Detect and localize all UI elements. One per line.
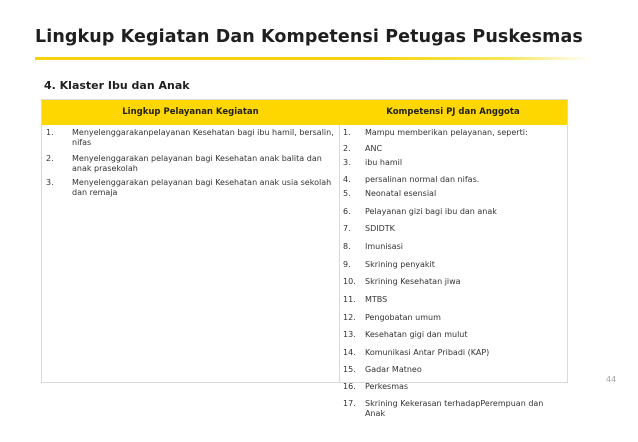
- title-underline: [35, 57, 591, 60]
- list-item-text: persalinan normal dan nifas.: [365, 175, 480, 184]
- list-item-number: 2.: [343, 144, 351, 153]
- list-item-number: 3.: [46, 178, 54, 187]
- list-item-text: ANC: [365, 144, 383, 153]
- list-item-number: 11.: [343, 295, 356, 304]
- list-item-number: 14.: [343, 348, 356, 357]
- list-item-number: 12.: [343, 313, 356, 322]
- list-item: [343, 365, 565, 375]
- list-item-number: 2.: [46, 154, 54, 163]
- list-item-text: Menyelenggarakanpelayanan Kesehatan bagi ibu hamil, bersalin, nifas: [72, 128, 334, 147]
- list-item-number: 1.: [343, 128, 351, 137]
- list-item: [343, 189, 565, 199]
- list-item-number: 4.: [343, 175, 351, 184]
- list-item-number: 5.: [343, 189, 351, 198]
- competency-table: [41, 99, 568, 418]
- list-item-number: 17.: [343, 399, 356, 408]
- list-item: [343, 399, 565, 419]
- list-item-number: 9.: [343, 260, 351, 269]
- list-item-text: Menyelenggarakan pelayanan bagi Kesehatan anak balita dan anak prasekolah: [72, 154, 322, 173]
- list-item-text: Neonatal esensial: [365, 189, 437, 198]
- list-item-number: 3.: [343, 158, 351, 167]
- list-item: [343, 224, 565, 234]
- list-item: [343, 330, 565, 340]
- list-item-text: Skrining penyakit: [365, 260, 435, 269]
- list-item: [343, 128, 565, 138]
- list-item-number: 10.: [343, 277, 356, 286]
- page-title: Lingkup Kegiatan Dan Kompetensi Petugas Puskesmas: [35, 27, 583, 47]
- list-item: [343, 295, 565, 305]
- list-item: [343, 144, 565, 154]
- list-item: [46, 154, 338, 174]
- column-header-scope: Lingkup Pelayanan Kegiatan: [122, 107, 259, 117]
- list-item-text: Mampu memberikan pelayanan, seperti:: [365, 128, 528, 137]
- column-header-competency: Kompetensi PJ dan Anggota: [386, 107, 520, 117]
- list-item-text: SDIDTK: [365, 224, 395, 233]
- list-item: [343, 207, 565, 217]
- list-item: [46, 178, 338, 198]
- list-item-text: MTBS: [365, 295, 388, 304]
- list-item-text: Perkesmas: [365, 382, 409, 391]
- list-item-number: 1.: [46, 128, 54, 137]
- list-item-number: 15.: [343, 365, 356, 374]
- list-item-text: Imunisasi: [365, 242, 403, 251]
- list-item-text: Skrining Kesehatan jiwa: [365, 277, 461, 286]
- section-subtitle: 4. Klaster Ibu dan Anak: [44, 79, 190, 92]
- list-item-number: 6.: [343, 207, 351, 216]
- page-number: 44: [606, 375, 617, 384]
- list-item: [343, 313, 565, 323]
- list-item-number: 8.: [343, 242, 351, 251]
- list-item-number: 13.: [343, 330, 356, 339]
- list-item: [343, 382, 565, 392]
- list-item: [343, 260, 565, 270]
- list-item-text: Menyelenggarakan pelayanan bagi Kesehatan anak usia sekolah dan remaja: [72, 178, 332, 197]
- column-divider: [339, 125, 340, 382]
- list-item-text: ibu hamil: [365, 158, 403, 167]
- list-item: [343, 175, 565, 185]
- list-item: [343, 242, 565, 252]
- table-header: [42, 100, 567, 125]
- list-item-text: Pengobatan umum: [365, 313, 441, 322]
- list-item-number: 16.: [343, 382, 356, 391]
- list-item: [343, 348, 565, 358]
- list-item-text: Gadar Matneo: [365, 365, 422, 374]
- list-item: [46, 128, 338, 148]
- list-item: [343, 277, 565, 287]
- list-item-text: Kesehatan gigi dan mulut: [365, 330, 468, 339]
- list-item-number: 7.: [343, 224, 351, 233]
- list-item-text: Pelayanan gizi bagi ibu dan anak: [365, 207, 497, 216]
- list-item: [343, 158, 565, 168]
- list-item-text: Komunikasi Antar Pribadi (KAP): [365, 348, 490, 357]
- list-item-text: Skrining Kekerasan terhadapPerempuan dan Anak: [365, 399, 544, 418]
